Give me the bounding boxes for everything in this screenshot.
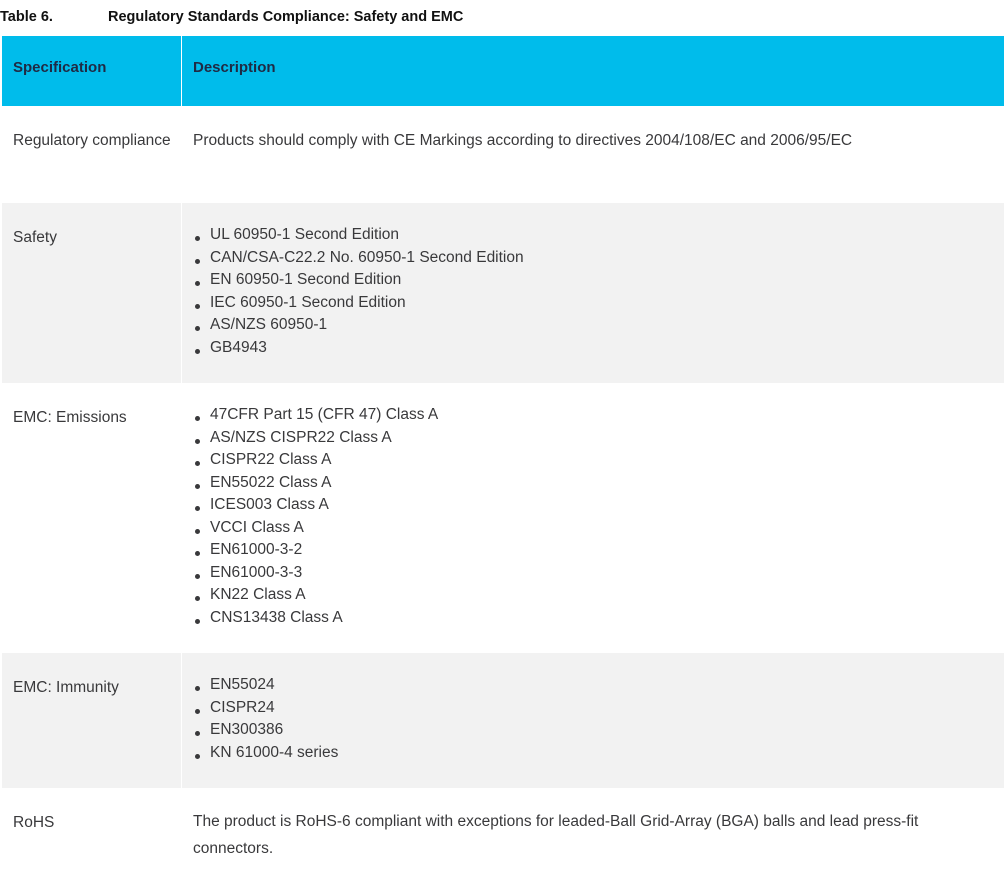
list-item: EN300386 — [193, 719, 984, 742]
list-item: CISPR24 — [193, 697, 984, 720]
spec-cell: EMC: Immunity — [13, 679, 119, 696]
list-item: CNS13438 Class A — [193, 607, 984, 630]
list-item: EN55024 — [193, 674, 984, 697]
description-cell: Products should comply with CE Markings according to directives 2004/108/EC and 2006/95/EC — [181, 106, 1004, 203]
list-item: EN55022 Class A — [193, 472, 984, 495]
description-cell — [181, 383, 1004, 653]
list-item: KN22 Class A — [193, 584, 984, 607]
table-number: Table 6. — [0, 9, 53, 25]
list-item: AS/NZS CISPR22 Class A — [193, 427, 984, 450]
list-item: CISPR22 Class A — [193, 449, 984, 472]
spec-cell: Regulatory compliance — [13, 132, 171, 149]
list-item: IEC 60950-1 Second Edition — [193, 292, 984, 315]
table-row-emc-immunity — [2, 653, 1004, 788]
compliance-table — [2, 36, 1004, 895]
list-item: 47CFR Part 15 (CFR 47) Class A — [193, 404, 984, 427]
list-item: EN61000-3-2 — [193, 539, 984, 562]
table-caption — [0, 6, 463, 28]
spec-cell: EMC: Emissions — [13, 409, 127, 426]
description-cell — [181, 203, 1004, 383]
table-title: Regulatory Standards Compliance: Safety and EMC — [108, 9, 464, 25]
list-item: VCCI Class A — [193, 517, 984, 540]
list-item: UL 60950-1 Second Edition — [193, 224, 984, 247]
safety-list — [193, 224, 984, 359]
list-item: CAN/CSA-C22.2 No. 60950-1 Second Edition — [193, 247, 984, 270]
table-row-safety — [2, 203, 1004, 383]
spec-cell: Safety — [13, 229, 57, 246]
table-row-rohs — [2, 788, 1004, 895]
table-row-emc-emissions — [2, 383, 1004, 653]
list-item: GB4943 — [193, 337, 984, 360]
description-cell: The product is RoHS-6 compliant with exceptions for leaded-Ball Grid-Array (BGA) balls and lead press-fit connectors. — [181, 788, 1004, 895]
header-description: Description — [181, 36, 1004, 106]
immunity-list — [193, 674, 984, 764]
header-specification: Specification — [13, 59, 107, 76]
emissions-list — [193, 404, 984, 629]
list-item: KN 61000-4 series — [193, 742, 984, 765]
list-item: EN61000-3-3 — [193, 562, 984, 585]
description-cell — [181, 653, 1004, 788]
list-item: ICES003 Class A — [193, 494, 984, 517]
table-header-row — [2, 36, 1004, 106]
spec-cell: RoHS — [13, 814, 55, 831]
table-row-regulatory-compliance — [2, 106, 1004, 203]
list-item: AS/NZS 60950-1 — [193, 314, 984, 337]
list-item: EN 60950-1 Second Edition — [193, 269, 984, 292]
